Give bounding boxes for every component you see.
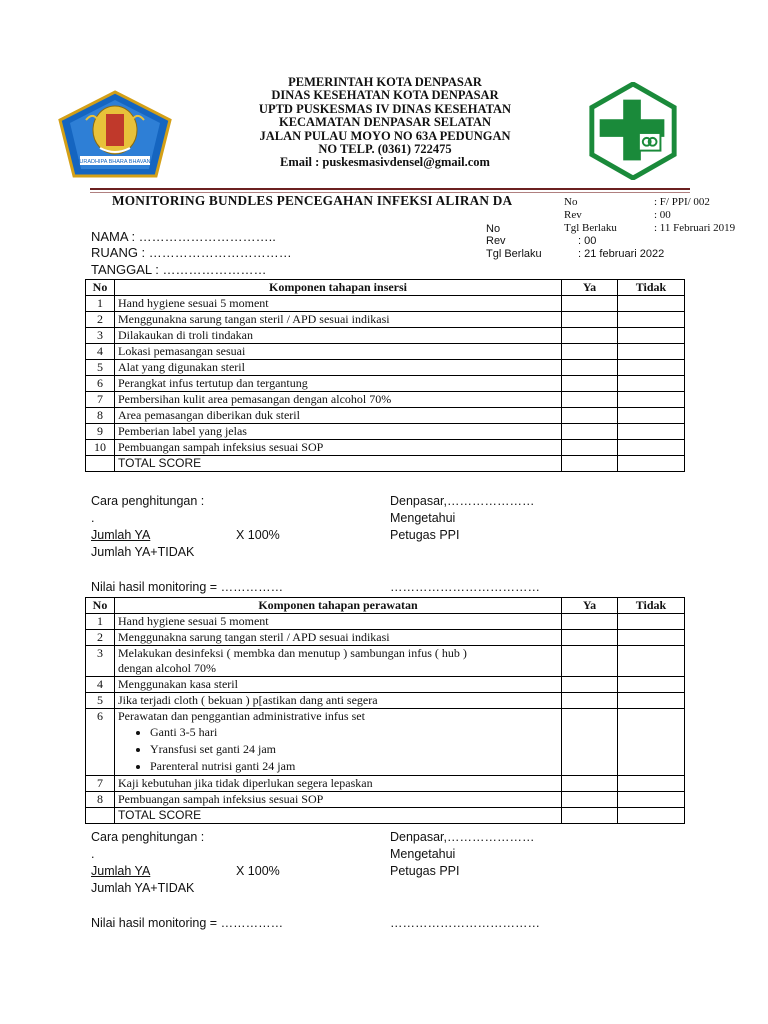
puskesmas-logo: [584, 82, 682, 180]
tanggal-field[interactable]: TANGGAL : ……………………: [91, 262, 267, 277]
meta-rev-label: Rev: [564, 209, 582, 221]
ya-cell[interactable]: [562, 296, 618, 312]
row-text: Lokasi pemasangan sesuai: [115, 344, 562, 360]
row-no: 3: [86, 328, 115, 344]
table-row: [86, 408, 685, 424]
tidak-cell[interactable]: [618, 776, 685, 792]
institution-header: [190, 76, 580, 170]
bullet-item: • Parenteral nutrisi ganti 24 jam: [150, 758, 558, 775]
meta2-rev-label: Rev: [486, 235, 506, 247]
jumlah-ya: Jumlah YA: [91, 864, 151, 878]
tidak-cell[interactable]: [618, 344, 685, 360]
tidak-cell[interactable]: [618, 408, 685, 424]
row-text: Jika terjadi cloth ( bekuan ) p[astikan dang anti segera: [115, 693, 562, 709]
ya-cell[interactable]: [562, 392, 618, 408]
header-line: PEMERINTAH KOTA DENPASAR: [288, 75, 482, 89]
row-text: Pembersihan kulit area pemasangan dengan alcohol 70%: [115, 392, 562, 408]
ya-cell[interactable]: [562, 630, 618, 646]
row-text: Pembuangan sampah infeksius sesuai SOP: [115, 440, 562, 456]
denpasar-date[interactable]: Denpasar,…………………: [390, 494, 535, 508]
page-title: MONITORING BUNDLES PENCEGAHAN INFEKSI ALIRAN DA: [112, 193, 513, 208]
header-line: UPTD PUSKESMAS IV DINAS KESEHATAN: [258, 101, 512, 116]
dot: .: [91, 511, 95, 525]
row-no: 5: [86, 693, 115, 709]
row-text-line1: Melakukan desinfeksi ( membka dan menutup ) sambungan infus ( hub ): [118, 646, 467, 660]
row-text-line2: dengan alcohol 70%: [118, 661, 216, 675]
row-text: Hand hygiene sesuai 5 moment: [115, 614, 562, 630]
col-tidak: Tidak: [618, 598, 685, 614]
tidak-cell[interactable]: [618, 360, 685, 376]
row-text: Menggunakna sarung tangan steril / APD sesuai indikasi: [115, 312, 562, 328]
row-text-line1: Perawatan dan penggantian administrative infus set: [118, 709, 365, 723]
nilai-hasil[interactable]: Nilai hasil monitoring = ……………: [91, 916, 284, 930]
row-no: 8: [86, 408, 115, 424]
jumlah-ya-tidak: Jumlah YA+TIDAK: [91, 881, 195, 895]
bullet-list: [118, 724, 558, 775]
row-no: 1: [86, 614, 115, 630]
ruang-field[interactable]: RUANG : ……………………………: [91, 245, 292, 260]
tidak-cell[interactable]: [618, 440, 685, 456]
ya-cell[interactable]: [562, 646, 618, 677]
table-row: [86, 677, 685, 693]
row-text: Menggunakna sarung tangan steril / APD sesuai indikasi: [115, 630, 562, 646]
header-line: DINAS KESEHATAN KOTA DENPASAR: [271, 88, 499, 103]
header-line: KECAMATAN DENPASAR SELATAN: [278, 115, 492, 130]
header-line: NO TELP. (0361) 722475: [318, 142, 452, 157]
signature-line[interactable]: ………………………………: [390, 916, 540, 930]
tidak-total-cell[interactable]: [618, 456, 685, 472]
bullet-item: • Ganti 3-5 hari: [150, 724, 558, 741]
petugas-ppi: Petugas PPI: [390, 528, 460, 542]
row-no: 2: [86, 312, 115, 328]
tidak-cell[interactable]: [618, 312, 685, 328]
tidak-cell[interactable]: [618, 677, 685, 693]
col-no: No: [86, 598, 115, 614]
row-text: [115, 646, 562, 677]
table-row: [86, 776, 685, 792]
row-no: 5: [86, 360, 115, 376]
total-score-label: TOTAL SCORE: [115, 808, 562, 824]
ya-cell[interactable]: [562, 776, 618, 792]
row-text: Kaji kebutuhan jika tidak diperlukan segera lepaskan: [115, 776, 562, 792]
row-text: Alat yang digunakan steril: [115, 360, 562, 376]
table-row: [86, 360, 685, 376]
ya-cell[interactable]: [562, 312, 618, 328]
nilai-hasil[interactable]: Nilai hasil monitoring = ……………: [91, 580, 284, 594]
nama-field[interactable]: NAMA : …………………………..: [91, 229, 276, 244]
petugas-ppi: Petugas PPI: [390, 864, 460, 878]
x-100: X 100%: [236, 864, 280, 878]
signature-line[interactable]: ………………………………: [390, 580, 540, 594]
table-row: [86, 440, 685, 456]
meta2-tgl-label: Tgl Berlaku: [486, 248, 542, 260]
row-text: Pembuangan sampah infeksius sesuai SOP: [115, 792, 562, 808]
row-text: Dilakaukan di troli tindakan: [115, 328, 562, 344]
table-row: [86, 646, 685, 677]
table-row: [86, 296, 685, 312]
tidak-cell[interactable]: [618, 376, 685, 392]
table-row: [86, 709, 685, 776]
denpasar-date[interactable]: Denpasar,…………………: [390, 830, 535, 844]
tidak-cell[interactable]: [618, 630, 685, 646]
ya-cell[interactable]: [562, 440, 618, 456]
ya-cell[interactable]: [562, 376, 618, 392]
table-row: [86, 614, 685, 630]
logo-motto: PURADHIPA BHARA BHAVANA: [75, 159, 155, 165]
row-no: 4: [86, 344, 115, 360]
ya-cell[interactable]: [562, 424, 618, 440]
ya-total-cell[interactable]: [562, 808, 618, 824]
total-row: [86, 456, 685, 472]
row-text: Hand hygiene sesuai 5 moment: [115, 296, 562, 312]
col-tidak: Tidak: [618, 280, 685, 296]
tidak-cell[interactable]: [618, 424, 685, 440]
meta-no-label: No: [564, 196, 578, 208]
jumlah-ya: Jumlah YA: [91, 528, 151, 542]
row-no: 8: [86, 792, 115, 808]
meta2-no-label: No: [486, 223, 501, 235]
row-text: Area pemasangan diberikan duk steril: [115, 408, 562, 424]
tidak-total-cell[interactable]: [618, 808, 685, 824]
ya-total-cell[interactable]: [562, 456, 618, 472]
maintenance-table: [85, 597, 685, 824]
kota-denpasar-logo: [56, 90, 174, 180]
row-no: 9: [86, 424, 115, 440]
ya-cell[interactable]: [562, 328, 618, 344]
table-row: [86, 328, 685, 344]
ya-cell[interactable]: [562, 408, 618, 424]
table-row: [86, 312, 685, 328]
meta-rev-value: : 00: [654, 209, 671, 221]
tidak-cell[interactable]: [618, 614, 685, 630]
col-komponen: Komponen tahapan perawatan: [115, 598, 562, 614]
row-text: [115, 709, 562, 776]
cara-penghitungan: Cara penghitungan :: [91, 830, 205, 844]
col-ya: Ya: [562, 598, 618, 614]
ya-cell[interactable]: [562, 709, 618, 776]
header-line: JALAN PULAU MOYO NO 63A PEDUNGAN: [259, 128, 511, 143]
total-score-label: TOTAL SCORE: [115, 456, 562, 472]
tidak-cell[interactable]: [618, 792, 685, 808]
row-no: 10: [86, 440, 115, 456]
table-row: [86, 392, 685, 408]
table-row: [86, 792, 685, 808]
row-no: 7: [86, 392, 115, 408]
table-row: [86, 376, 685, 392]
x-100: X 100%: [236, 528, 280, 542]
dot: .: [91, 847, 95, 861]
table-row: [86, 630, 685, 646]
meta2-rev-value: : 00: [578, 235, 597, 247]
meta-tgl-label: Tgl Berlaku: [564, 222, 617, 234]
table-row: [86, 344, 685, 360]
meta2-tgl-value: : 21 februari 2022: [578, 248, 665, 260]
col-komponen: Komponen tahapan insersi: [115, 280, 562, 296]
header-divider: [90, 188, 690, 190]
ya-cell[interactable]: [562, 360, 618, 376]
ya-cell[interactable]: [562, 677, 618, 693]
insertion-table: [85, 279, 685, 472]
ya-cell[interactable]: [562, 792, 618, 808]
meta-tgl-value: : 11 Februari 2019: [654, 222, 736, 234]
row-no: 7: [86, 776, 115, 792]
ya-cell[interactable]: [562, 344, 618, 360]
row-text: Pemberian label yang jelas: [115, 424, 562, 440]
tidak-cell[interactable]: [618, 646, 685, 677]
tidak-cell[interactable]: [618, 296, 685, 312]
tidak-cell[interactable]: [618, 693, 685, 709]
ya-cell[interactable]: [562, 614, 618, 630]
tidak-cell[interactable]: [618, 709, 685, 776]
row-text: Perangkat infus tertutup dan tergantung: [115, 376, 562, 392]
mengetahui: Mengetahui: [390, 847, 456, 861]
tidak-cell[interactable]: [618, 392, 685, 408]
meta-no-value: : F/ PPI/ 002: [654, 196, 710, 208]
tidak-cell[interactable]: [618, 328, 685, 344]
total-row: [86, 808, 685, 824]
table-row: [86, 424, 685, 440]
table-row: [86, 693, 685, 709]
jumlah-ya-tidak: Jumlah YA+TIDAK: [91, 545, 195, 559]
row-no: 1: [86, 296, 115, 312]
row-text: Menggunakan kasa steril: [115, 677, 562, 693]
col-ya: Ya: [562, 280, 618, 296]
col-no: No: [86, 280, 115, 296]
header-email: Email : puskesmasivdensel@gmail.com: [280, 155, 490, 170]
mengetahui: Mengetahui: [390, 511, 456, 525]
row-no: 6: [86, 376, 115, 392]
ya-cell[interactable]: [562, 693, 618, 709]
cara-penghitungan: Cara penghitungan :: [91, 494, 205, 508]
row-no: 4: [86, 677, 115, 693]
bullet-item: • Yransfusi set ganti 24 jam: [150, 741, 558, 758]
row-no: 2: [86, 630, 115, 646]
row-no: 3: [86, 646, 115, 677]
row-no: 6: [86, 709, 115, 776]
